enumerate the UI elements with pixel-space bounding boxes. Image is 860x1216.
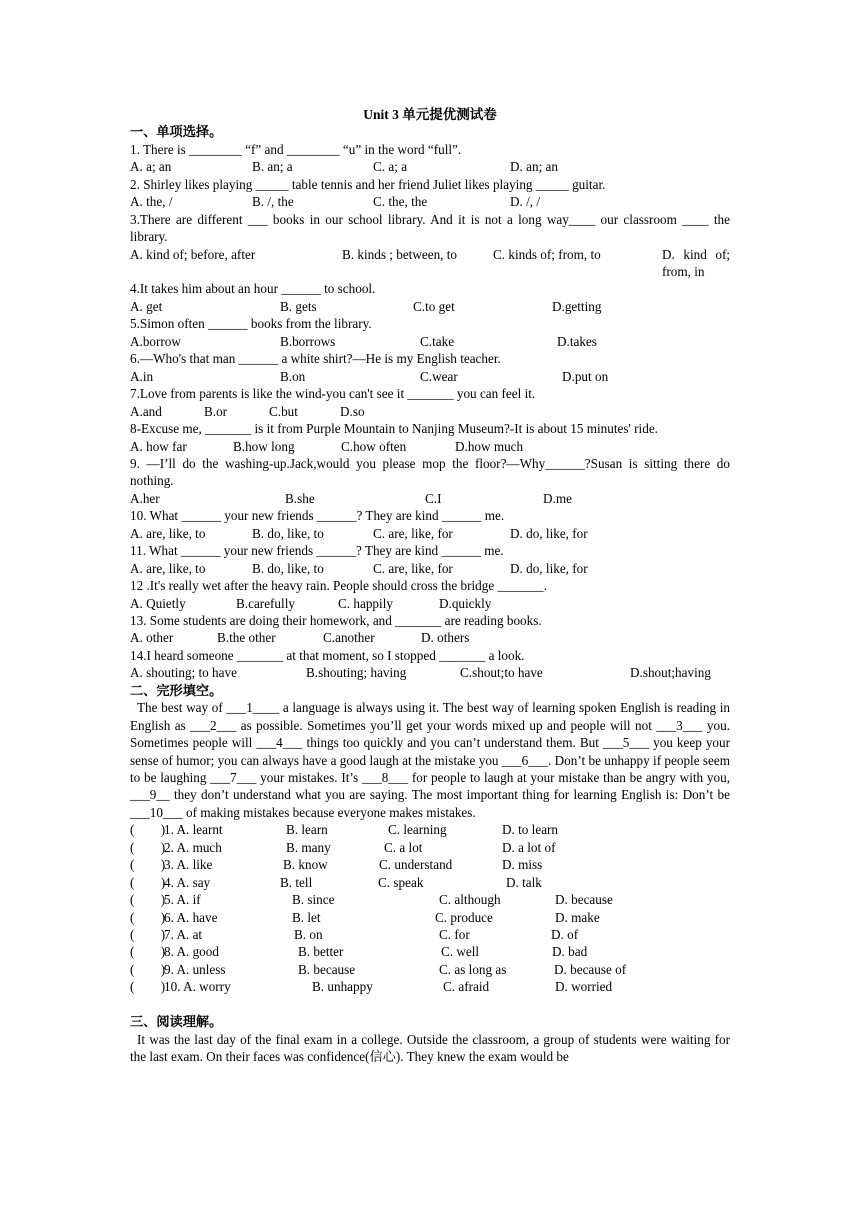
option: D. do, like, for xyxy=(510,560,588,576)
answer-blank[interactable]: ( ) xyxy=(130,961,166,977)
option: 3. A. like xyxy=(164,857,213,873)
option: C. afraid xyxy=(443,979,490,995)
option: B. learn xyxy=(286,822,328,838)
section-heading-single-choice: 一、单项选择。 xyxy=(130,124,223,140)
option: C. understand xyxy=(379,857,453,873)
option: B.how long xyxy=(233,438,295,454)
option: B. kinds ; between, to xyxy=(342,246,458,262)
option: C. produce xyxy=(435,909,493,925)
option-row xyxy=(130,368,730,385)
option: B. unhappy xyxy=(312,979,373,995)
cloze-option-row xyxy=(130,874,730,891)
option: 10. A. worry xyxy=(164,979,231,995)
option: C. a lot xyxy=(384,839,423,855)
option: D. bad xyxy=(552,944,588,960)
option: D. /, / xyxy=(510,194,541,210)
option: D.me xyxy=(543,490,572,506)
option: 8. A. good xyxy=(164,944,219,960)
question-stem: 11. What ______ your new friends ______? They are kind ______ me. xyxy=(130,543,504,559)
option: B. since xyxy=(292,892,335,908)
option: 9. A. unless xyxy=(164,961,226,977)
option-row xyxy=(130,298,730,315)
cloze-options xyxy=(130,821,730,995)
option: B. because xyxy=(298,961,356,977)
answer-blank[interactable]: ( ) xyxy=(130,909,166,925)
option: C.to get xyxy=(413,298,455,314)
option: A. how far xyxy=(130,438,187,454)
option: B. gets xyxy=(280,298,317,314)
option: B.carefully xyxy=(236,595,295,611)
option-row xyxy=(130,158,730,175)
option: D.takes xyxy=(557,333,597,349)
option: C. learning xyxy=(388,822,447,838)
question-stem: 13. Some students are doing their homework, and _______ are reading books. xyxy=(130,612,542,628)
option: C. kinds of; from, to xyxy=(493,246,601,262)
option: A. the, / xyxy=(130,194,173,210)
option: D. do, like, for xyxy=(510,525,588,541)
option: C.wear xyxy=(420,368,458,384)
option: B. better xyxy=(298,944,344,960)
option: 6. A. have xyxy=(164,909,218,925)
option: C. the, the xyxy=(373,194,428,210)
answer-blank[interactable]: ( ) xyxy=(130,857,166,873)
option: A.and xyxy=(130,403,162,419)
option: B.on xyxy=(280,368,306,384)
cloze-passage: The best way of ___1____ a language is always using it. The best way of learning spoken English is reading in English as ___2___ as possible. Sometimes you’ll get your words mixed up and people will not ___3___ you. Sometimes people will ___4___ things too quickly and you can’t understand them. But ___5___ you keep your sense of humor; you can always have a good laugh at the mistake you ___6___. Don’t be unhappy if people seem to be laughing ___7___ your mistakes. It’s ___8___ for people to laugh at your mistake than be angry with you, ___9__ they don’t understand what you are saying. The most important thing for learning English is: Don’t be ___10___ of making mistakes because everyone makes mistakes. xyxy=(130,700,730,820)
option: B. know xyxy=(283,857,328,873)
option: A. other xyxy=(130,630,174,646)
option: C. a; a xyxy=(373,159,408,175)
option-row xyxy=(130,333,730,350)
option: D.put on xyxy=(562,368,609,384)
cloze-option-row xyxy=(130,978,730,995)
option: B. do, like, to xyxy=(252,560,324,576)
option: C. for xyxy=(439,926,470,942)
option-row xyxy=(130,525,730,542)
answer-blank[interactable]: ( ) xyxy=(130,822,166,838)
cloze-option-row xyxy=(130,856,730,873)
option: 2. A. much xyxy=(164,839,222,855)
option: D. to learn xyxy=(502,822,559,838)
cloze-option-row xyxy=(130,961,730,978)
option: B. /, the xyxy=(252,194,294,210)
option: C. happily xyxy=(338,595,393,611)
option: 5. A. if xyxy=(164,892,201,908)
answer-blank[interactable]: ( ) xyxy=(130,926,166,942)
option: D. because of xyxy=(554,961,627,977)
option-row xyxy=(130,438,730,455)
option: 4. A. say xyxy=(164,874,211,890)
option: B.she xyxy=(285,490,315,506)
option: D. make xyxy=(555,909,600,925)
option-row xyxy=(130,560,730,577)
cloze-option-row xyxy=(130,891,730,908)
option: D. a lot of xyxy=(502,839,556,855)
option: B.shouting; having xyxy=(306,665,407,681)
section-heading-cloze: 二、完形填空。 xyxy=(130,682,223,698)
cloze-option-row xyxy=(130,926,730,943)
option: B. many xyxy=(286,839,331,855)
question-stem: 9. —I’ll do the washing-up.Jack,would you please mop the floor?—Why______?Susan is sitting there do nothing. xyxy=(130,455,730,489)
option: D. miss xyxy=(502,857,543,873)
option: D. talk xyxy=(506,874,542,890)
option: D. an; an xyxy=(510,159,558,175)
option: C.but xyxy=(269,403,298,419)
option: D.quickly xyxy=(439,595,492,611)
option: C.shout;to have xyxy=(460,665,543,681)
option-row xyxy=(130,246,730,281)
option: C. speak xyxy=(378,874,424,890)
option-row xyxy=(130,664,730,681)
option: D.so xyxy=(340,403,365,419)
option: A. a; an xyxy=(130,159,172,175)
option: C.I xyxy=(425,490,442,506)
answer-blank[interactable]: ( ) xyxy=(130,892,166,908)
option: B.the other xyxy=(217,630,276,646)
answer-blank[interactable]: ( ) xyxy=(130,874,166,890)
option: B.or xyxy=(204,403,228,419)
option: C.another xyxy=(323,630,375,646)
option: D. kind of; from, in xyxy=(662,246,730,280)
option: B. on xyxy=(294,926,323,942)
option: D.getting xyxy=(552,298,602,314)
option: D. others xyxy=(421,630,470,646)
option: C. well xyxy=(441,944,480,960)
question-stem: 8-Excuse me, _______ is it from Purple Mountain to Nanjing Museum?-It is about 15 minutes' ride. xyxy=(130,421,658,437)
option: D. because xyxy=(555,892,613,908)
option: A.borrow xyxy=(130,333,181,349)
option: A. kind of; before, after xyxy=(130,246,256,262)
option: B.borrows xyxy=(280,333,336,349)
cloze-option-row xyxy=(130,943,730,960)
question-stem: 6.—Who's that man ______ a white shirt?—He is my English teacher. xyxy=(130,351,501,367)
option: C. are, like, for xyxy=(373,525,453,541)
option: A. are, like, to xyxy=(130,525,206,541)
option: D. worried xyxy=(555,979,613,995)
option-row xyxy=(130,490,730,507)
cloze-option-row xyxy=(130,821,730,838)
question-stem: 12 .It's really wet after the heavy rain. People should cross the bridge _______. xyxy=(130,578,547,594)
option: C.take xyxy=(420,333,455,349)
cloze-option-row xyxy=(130,909,730,926)
question-stem: 10. What ______ your new friends ______? They are kind ______ me. xyxy=(130,508,505,524)
option: B. tell xyxy=(280,874,313,890)
option: A.in xyxy=(130,368,154,384)
option: C. are, like, for xyxy=(373,560,453,576)
exam-page xyxy=(130,106,730,1066)
option: A. Quietly xyxy=(130,595,186,611)
option: 7. A. at xyxy=(164,926,203,942)
option: D. of xyxy=(551,926,579,942)
question-stem: 4.It takes him about an hour ______ to school. xyxy=(130,281,376,297)
answer-blank[interactable]: ( ) xyxy=(130,979,166,995)
option: C. as long as xyxy=(439,961,507,977)
reading-passage: It was the last day of the final exam in a college. Outside the classroom, a group of students were waiting for the last exam. On their faces was confidence(信心). They knew the exam would be xyxy=(130,1031,730,1065)
option: B. let xyxy=(292,909,321,925)
option: 1. A. learnt xyxy=(164,822,223,838)
question-stem: 14.I heard someone _______ at that moment, so I stopped _______ a look. xyxy=(130,647,525,663)
option: A. shouting; to have xyxy=(130,665,237,681)
question-stem: 1. There is ________ “f” and ________ “u” in the word “full”. xyxy=(130,141,462,157)
answer-blank[interactable]: ( ) xyxy=(130,839,166,855)
option-row xyxy=(130,403,730,420)
section-heading-reading: 三、阅读理解。 xyxy=(130,1014,223,1030)
option: A. are, like, to xyxy=(130,560,206,576)
option: A.her xyxy=(130,490,160,506)
question-stem: 3.There are different ___ books in our school library. And it is not a long way____ our classroom ____ the library. xyxy=(130,211,730,245)
option: A. get xyxy=(130,298,163,314)
question-stem: 7.Love from parents is like the wind-you can't see it _______ you can feel it. xyxy=(130,386,536,402)
cloze-option-row xyxy=(130,839,730,856)
option-row xyxy=(130,193,730,210)
option: B. do, like, to xyxy=(252,525,324,541)
question-stem: 2. Shirley likes playing _____ table tennis and her friend Juliet likes playing _____ guitar. xyxy=(130,176,606,192)
single-choice-section xyxy=(130,141,730,682)
option-row xyxy=(130,595,730,612)
answer-blank[interactable]: ( ) xyxy=(130,944,166,960)
option: D.shout;having xyxy=(630,665,711,681)
option: C.how often xyxy=(341,438,407,454)
option: B. an; a xyxy=(252,159,293,175)
page-title: Unit 3 单元提优测试卷 xyxy=(363,107,497,122)
question-stem: 5.Simon often ______ books from the library. xyxy=(130,316,372,332)
option: D.how much xyxy=(455,438,524,454)
option: C. although xyxy=(439,892,501,908)
option-row xyxy=(130,629,730,646)
